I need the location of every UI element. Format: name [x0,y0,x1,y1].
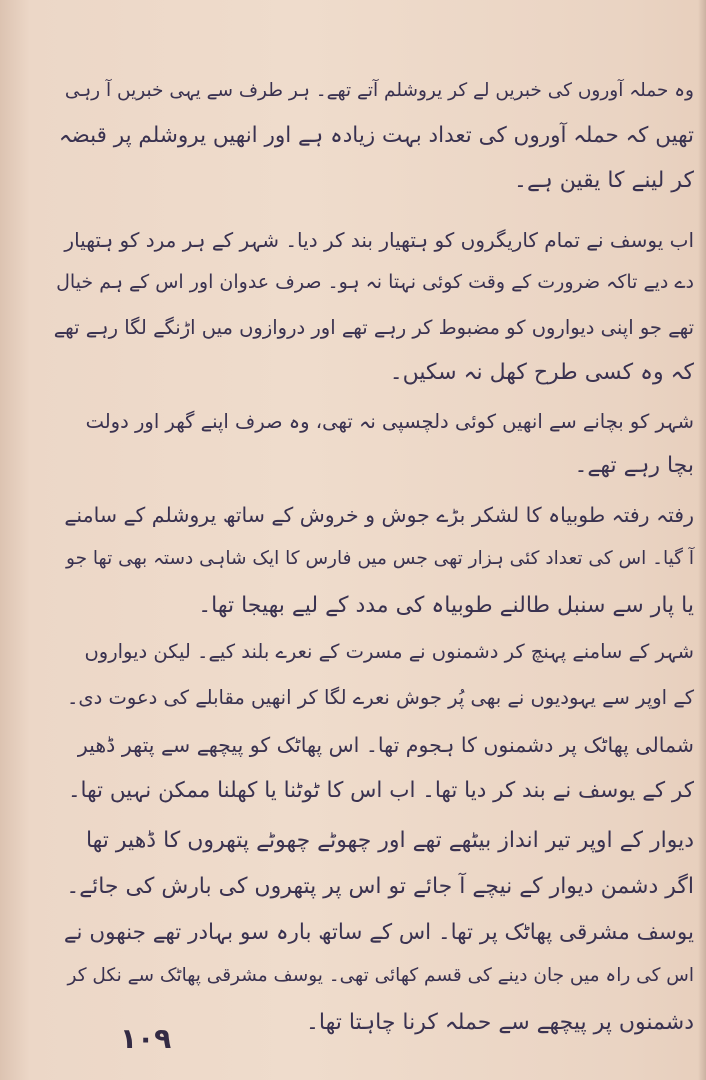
text-line: دشمنوں پر پیچھے سے حملہ کرنا چاہتا تھا۔ [306,1010,694,1035]
text-line: بچا رہے تھے۔ [574,453,694,478]
text-line: شہر کو بچانے سے انھیں کوئی دلچسپی نہ تھی، وہ صرف اپنے گھر اور دولت [85,410,694,433]
text-line: رفتہ رفتہ طوبیاہ کا لشکر بڑے جوش و خروش کے ساتھ یروشلم کے سامنے [64,503,694,527]
text-line: اب یوسف نے تمام کاریگروں کو ہتھیار بند کر دیا۔ شہر کے ہر مرد کو ہتھیار [64,228,694,252]
text-line: دے دیے تاکہ ضرورت کے وقت کوئی نہتا نہ ہو۔ صرف عدوان اور اس کے ہم خیال [56,271,694,293]
text-line: وہ حملہ آوروں کی خبریں لے کر یروشلم آتے تھے۔ ہر طرف سے یہی خبریں آ رہی [64,80,694,101]
text-line: تھیں کہ حملہ آوروں کی تعداد بہت زیادہ ہے اور انھیں یروشلم پر قبضہ [58,123,694,148]
text-line: یا پار سے سنبل طالنے طوبیاہ کی مدد کے لیے بھیجا تھا۔ [198,593,694,618]
text-line: اگر دشمن دیوار کے نیچے آ جائے تو اس پر پتھروں کی بارش کی جائے۔ [66,874,694,899]
text-line: کہ وہ کسی طرح کھل نہ سکیں۔ [389,360,694,385]
text-line: اس کی راہ میں جان دینے کی قسم کھائی تھی۔ یوسف مشرقی پھاٹک سے نکل کر [67,965,694,986]
text-line: کر کے یوسف نے بند کر دیا تھا۔ اب اس کا ٹوٹنا یا کھلنا ممکن نہیں تھا۔ [67,778,694,803]
text-line: شمالی پھاٹک پر دشمنوں کا ہجوم تھا۔ اس پھاٹک کو پیچھے سے پتھر ڈھیر [77,733,694,757]
text-line: دیوار کے اوپر تیر انداز بیٹھے تھے اور چھوٹے چھوٹے پتھروں کا ڈھیر تھا [85,828,694,853]
text-line: آ گیا۔ اس کی تعداد کئی ہزار تھی جس میں فارس کا ایک شاہی دستہ بھی تھا جو [66,548,694,569]
text-line: کے اوپر سے یہودیوں نے بھی پُر جوش نعرے لگا کر انھیں مقابلے کی دعوت دی۔ [66,686,694,709]
text-line: شہر کے سامنے پہنچ کر دشمنوں نے مسرت کے نعرے بلند کیے۔ لیکن دیواروں [84,640,694,663]
text-line: تھے جو اپنی دیواروں کو مضبوط کر رہے تھے اور دروازوں میں اڑنگے لگا رہے تھے [53,316,694,339]
text-line: یوسف مشرقی پھاٹک پر تھا۔ اس کے ساتھ بارہ سو بہادر تھے جنھوں نے [63,920,694,945]
page-number: ۱۰۹ [120,1022,172,1055]
text-line: کر لینے کا یقین ہے۔ [514,168,694,193]
